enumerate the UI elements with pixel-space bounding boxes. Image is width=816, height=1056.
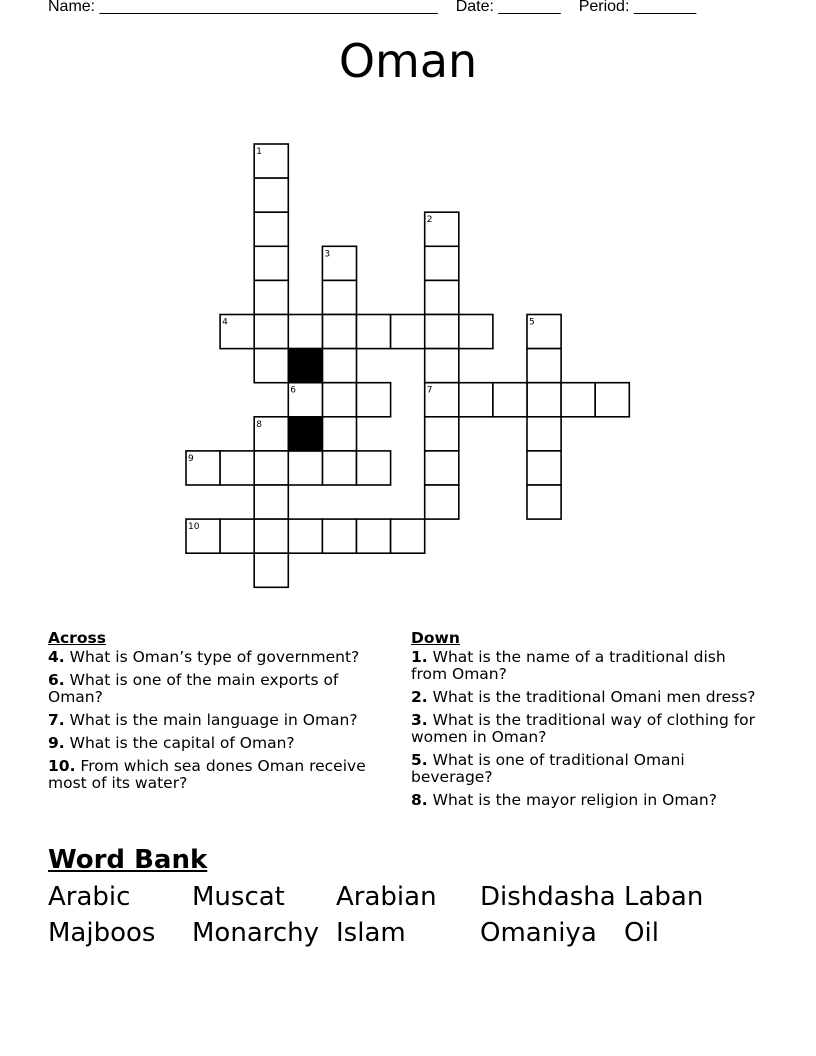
crossword-cell[interactable] bbox=[254, 178, 288, 212]
across-clue-9: 9. What is the capital of Oman? bbox=[48, 734, 295, 752]
word-bank-item: Arabian bbox=[336, 882, 437, 912]
crossword-cell[interactable] bbox=[425, 417, 459, 451]
crossword-cell[interactable] bbox=[425, 246, 459, 280]
down-clue-5: 5. What is one of traditional Omani beverage? bbox=[411, 751, 685, 786]
crossword-cell[interactable] bbox=[425, 280, 459, 314]
crossword-cell[interactable] bbox=[459, 383, 493, 417]
crossword-cell[interactable] bbox=[254, 485, 288, 519]
clue-number-label: 9 bbox=[188, 453, 194, 464]
word-bank-item: Majboos bbox=[48, 918, 156, 948]
down-clue-3: 3. What is the traditional way of clothing for women in Oman? bbox=[411, 711, 756, 746]
across-heading: Across bbox=[48, 629, 106, 647]
word-bank-item: Islam bbox=[336, 918, 406, 948]
across-clue-7: 7. What is the main language in Oman? bbox=[48, 711, 358, 729]
word-bank-item: Laban bbox=[624, 882, 704, 912]
down-clue-1: 1. What is the name of a traditional dish from Oman? bbox=[411, 648, 726, 683]
crossword-cell[interactable] bbox=[288, 519, 322, 553]
crossword-cell[interactable] bbox=[288, 315, 322, 349]
clue-number-label: 3 bbox=[324, 249, 331, 260]
across-clue-4: 4. What is Oman’s type of government? bbox=[48, 648, 360, 666]
page-title: Oman bbox=[338, 34, 478, 88]
name-field-label: Name: ______________________________________ bbox=[48, 0, 438, 15]
crossword-black-cell bbox=[288, 349, 322, 383]
crossword-cell[interactable] bbox=[254, 451, 288, 485]
clue-number-label: 4 bbox=[222, 317, 228, 328]
word-bank bbox=[48, 882, 768, 948]
word-bank-title: Word Bank bbox=[48, 845, 208, 875]
across-clues bbox=[48, 630, 393, 798]
crossword-cell[interactable] bbox=[357, 315, 391, 349]
clue-number-label: 1 bbox=[256, 147, 262, 157]
clue-number-label: 10 bbox=[188, 522, 200, 533]
word-bank-item: Oil bbox=[624, 918, 659, 948]
crossword-cell[interactable] bbox=[322, 280, 356, 314]
date-field-label: Date: _______ bbox=[455, 0, 561, 15]
crossword-cell[interactable] bbox=[391, 315, 425, 349]
clue-number-label: 2 bbox=[426, 215, 433, 226]
crossword-cell[interactable] bbox=[254, 246, 288, 280]
clue-number-label: 8 bbox=[256, 419, 262, 430]
crossword-cell[interactable] bbox=[322, 519, 356, 553]
word-bank-item: Arabic bbox=[48, 882, 131, 912]
crossword-cell[interactable] bbox=[254, 280, 288, 314]
crossword-cell[interactable] bbox=[493, 383, 527, 417]
down-clue-8: 8. What is the mayor religion in Oman? bbox=[411, 791, 717, 809]
crossword-cell[interactable] bbox=[425, 451, 459, 485]
crossword-cell[interactable] bbox=[357, 383, 391, 417]
word-bank-item: Monarchy bbox=[192, 918, 320, 948]
crossword-cell[interactable] bbox=[357, 519, 391, 553]
crossword-cell[interactable] bbox=[220, 451, 254, 485]
crossword-cell[interactable] bbox=[322, 315, 356, 349]
down-clue-2: 2. What is the traditional Omani men dress? bbox=[411, 688, 756, 706]
crossword-cell[interactable] bbox=[254, 553, 288, 587]
crossword-cell[interactable] bbox=[322, 417, 356, 451]
crossword-cell[interactable] bbox=[425, 349, 459, 383]
crossword-cell[interactable] bbox=[322, 451, 356, 485]
word-bank-item: Omaniya bbox=[480, 918, 597, 948]
crossword-cell[interactable] bbox=[425, 315, 459, 349]
crossword-cell[interactable] bbox=[595, 383, 629, 417]
crossword-cell[interactable] bbox=[391, 519, 425, 553]
crossword-cell[interactable] bbox=[254, 349, 288, 383]
crossword-cell[interactable] bbox=[220, 519, 254, 553]
across-clue-10: 10. From which sea dones Oman receive most of its water? bbox=[48, 757, 366, 792]
down-heading: Down bbox=[411, 629, 460, 647]
crossword-cell[interactable] bbox=[527, 349, 561, 383]
crossword-cell[interactable] bbox=[527, 383, 561, 417]
word-bank-item: Dishdasha bbox=[480, 882, 616, 912]
crossword-cell[interactable] bbox=[459, 315, 493, 349]
crossword-cell[interactable] bbox=[254, 519, 288, 553]
clue-number-label: 7 bbox=[426, 385, 433, 396]
clue-number-label: 6 bbox=[290, 385, 297, 396]
crossword-cell[interactable] bbox=[322, 383, 356, 417]
crossword-cell[interactable] bbox=[561, 383, 595, 417]
down-clues bbox=[411, 630, 756, 815]
across-clue-6: 6. What is one of the main exports of Oman? bbox=[48, 671, 339, 706]
word-bank-item: Muscat bbox=[192, 882, 285, 912]
crossword-cell[interactable] bbox=[254, 315, 288, 349]
crossword-cell[interactable] bbox=[357, 451, 391, 485]
crossword-cell[interactable] bbox=[322, 349, 356, 383]
crossword-cell[interactable] bbox=[527, 485, 561, 519]
crossword-cell[interactable] bbox=[288, 451, 322, 485]
period-field-label: Period: _______ bbox=[578, 0, 697, 15]
clue-number-label: 5 bbox=[529, 317, 535, 328]
crossword-black-cell bbox=[288, 417, 322, 451]
crossword-cell[interactable] bbox=[254, 212, 288, 246]
crossword-cell[interactable] bbox=[527, 417, 561, 451]
crossword-cell[interactable] bbox=[527, 451, 561, 485]
crossword-cell[interactable] bbox=[425, 485, 459, 519]
